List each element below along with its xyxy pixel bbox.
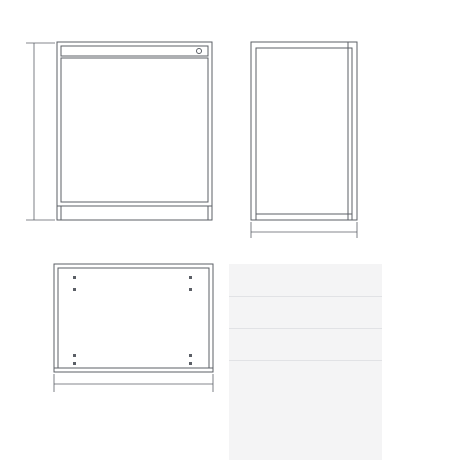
top-inner-outline: [58, 268, 209, 368]
cabinet-base: [57, 206, 212, 220]
cabinet-top-lid: [61, 46, 208, 56]
bolt-hole: [73, 362, 76, 365]
spec-row-a: [229, 296, 382, 329]
drawer-stack: [61, 58, 208, 202]
bolt-hole: [73, 276, 76, 279]
side-panel: [256, 48, 352, 214]
bolt-hole: [189, 288, 192, 291]
spec-row-b: [229, 328, 382, 361]
spec-row-c: [229, 360, 382, 393]
front-view: [26, 42, 212, 220]
specs-panel: [229, 264, 382, 460]
bolt-hole: [73, 354, 76, 357]
top-view-holes: [73, 276, 192, 365]
top-view: [54, 264, 213, 392]
side-view: [251, 42, 357, 238]
bolt-hole: [189, 276, 192, 279]
bolt-hole: [73, 288, 76, 291]
lock-icon: [197, 49, 202, 54]
cabinet-front-outline: [57, 42, 212, 220]
bolt-hole: [189, 354, 192, 357]
cabinet-side-outline: [251, 42, 357, 220]
side-base: [256, 214, 352, 220]
bolt-hole: [189, 362, 192, 365]
